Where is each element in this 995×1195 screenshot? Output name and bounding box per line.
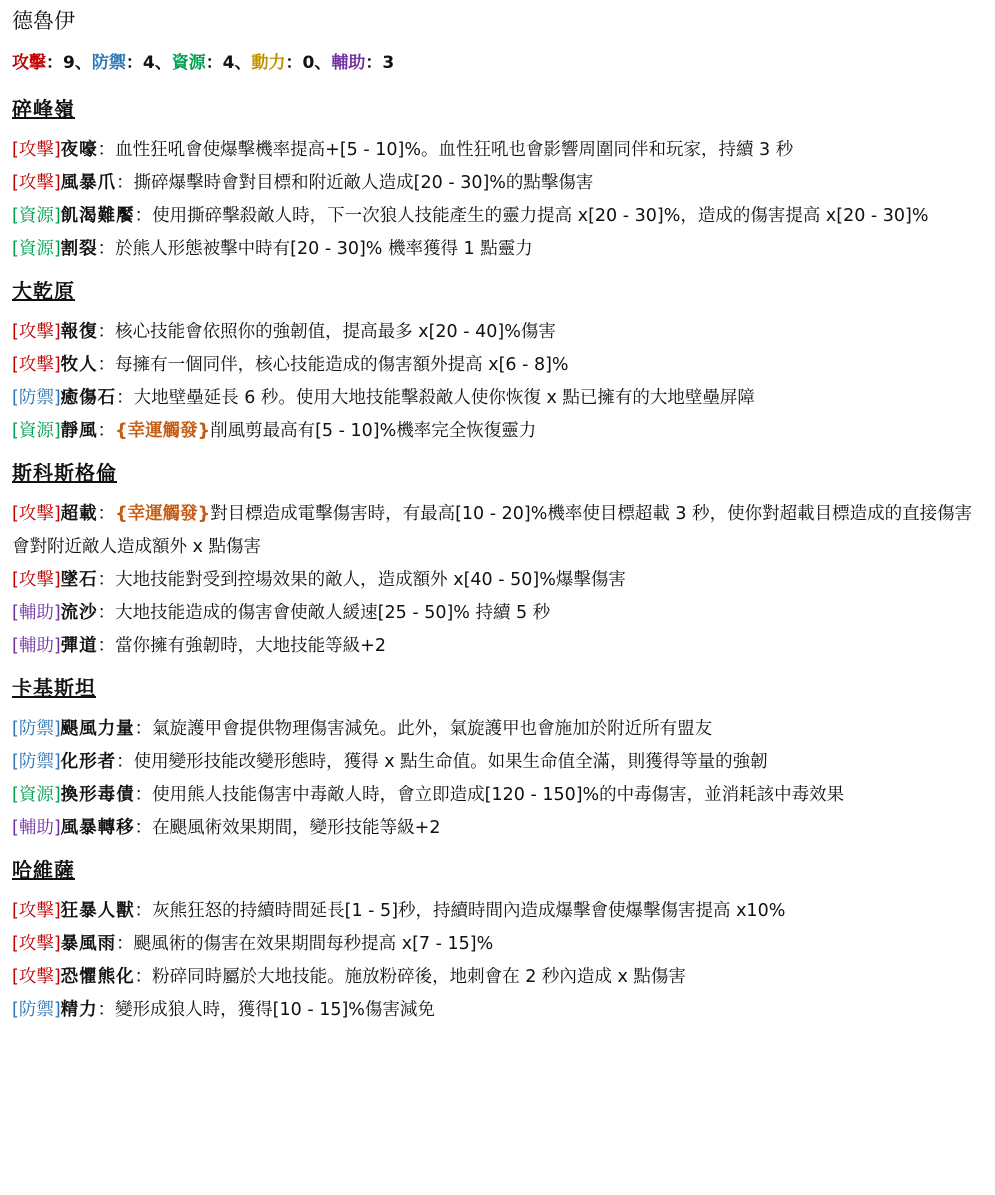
aspect-name: 飢渴難饜: [60, 206, 135, 226]
region-section: [12, 94, 983, 266]
aspect-description: ：大地技能對受到控場效果的敵人，造成額外 x[40 - 50]%爆擊傷害: [97, 570, 626, 590]
aspect-description: ：氣旋護甲會提供物理傷害減免。此外，氣旋護甲也會施加於附近所有盟友: [134, 719, 713, 739]
aspect-name: 牧人: [60, 355, 98, 375]
category-tag: [輔助]: [12, 818, 61, 838]
aspect-entry: [12, 779, 983, 812]
stat-label: 資源: [171, 53, 206, 73]
stat-separator: 、: [74, 53, 92, 73]
category-tag: [攻擊]: [12, 504, 61, 524]
stat-value: ：0: [285, 53, 315, 73]
region-section: [12, 458, 983, 663]
colon: ：: [97, 504, 116, 524]
aspect-entry: [12, 200, 983, 233]
lucky-hit-tag: {幸運觸發}: [115, 504, 211, 524]
aspect-description: ：當你擁有強韌時，大地技能等級+2: [97, 636, 386, 656]
category-tag: [攻擊]: [12, 322, 61, 342]
category-tag: [防禦]: [12, 752, 61, 772]
aspect-name: 化形者: [60, 752, 117, 772]
aspect-name: 暴風雨: [60, 934, 117, 954]
aspect-name: 癒傷石: [60, 388, 117, 408]
aspect-entry: [12, 597, 983, 630]
aspect-description: ：每擁有一個同伴，核心技能造成的傷害額外提高 x[6 - 8]%: [97, 355, 569, 375]
stat-separator: 、: [234, 53, 252, 73]
region-section: [12, 276, 983, 448]
aspect-description: ：變形成狼人時，獲得[10 - 15]%傷害減免: [97, 1000, 435, 1020]
category-tag: [攻擊]: [12, 901, 61, 921]
stat-value: ：3: [365, 53, 395, 73]
region-section: [12, 673, 983, 845]
aspect-description: ：灰熊狂怒的持續時間延長[1 - 5]秒，持續時間內造成爆擊會使爆擊傷害提高 x10%: [134, 901, 786, 921]
section-heading: 碎峰嶺: [12, 97, 75, 121]
aspect-entry: [12, 233, 983, 266]
aspect-entry: [12, 961, 983, 994]
aspect-entry: [12, 167, 983, 200]
category-tag: [攻擊]: [12, 140, 61, 160]
category-tag: [資源]: [12, 239, 61, 259]
aspect-name: 恐懼熊化: [60, 967, 135, 987]
aspect-entry: [12, 415, 983, 448]
aspect-sections: [12, 94, 983, 1027]
category-tag: [輔助]: [12, 603, 61, 623]
category-tag: [防禦]: [12, 388, 61, 408]
aspect-entry: [12, 928, 983, 961]
stat-label: 動力: [251, 53, 286, 73]
aspect-name: 狂暴人獸: [60, 901, 135, 921]
aspect-description: 對目標造成電擊傷害時，有最高[10 - 20]%機率使目標超載 3 秒，使你對超載目標造成的直接傷害會對附近敵人造成額外 x 點傷害: [12, 504, 973, 557]
stat-separator: 、: [314, 53, 332, 73]
aspect-description: 削風剪最高有[5 - 10]%機率完全恢復靈力: [210, 421, 537, 441]
section-heading: 哈維薩: [12, 858, 75, 882]
aspect-description: ：粉碎同時屬於大地技能。施放粉碎後，地刺會在 2 秒內造成 x 點傷害: [134, 967, 686, 987]
stat-value: ：4: [125, 53, 155, 73]
stat-label: 攻擊: [12, 53, 46, 73]
section-heading: 卡基斯坦: [12, 676, 96, 700]
aspect-name: 夜嚎: [60, 140, 98, 160]
aspect-description: ：颶風術的傷害在效果期間每秒提高 x[7 - 15]%: [116, 934, 494, 954]
aspect-entry: [12, 498, 983, 564]
stat-summary: [12, 50, 983, 76]
aspect-entry: [12, 316, 983, 349]
category-tag: [攻擊]: [12, 355, 61, 375]
aspect-description: ：大地技能造成的傷害會使敵人緩速[25 - 50]% 持續 5 秒: [97, 603, 551, 623]
stat-label: 防禦: [91, 53, 126, 73]
aspect-name: 彈道: [60, 636, 98, 656]
category-tag: [攻擊]: [12, 967, 61, 987]
page-title: 德魯伊: [12, 9, 75, 33]
aspect-name: 靜風: [60, 421, 98, 441]
aspect-entry: [12, 746, 983, 779]
aspect-entry: [12, 895, 983, 928]
stat-value: ：4: [205, 53, 235, 73]
aspect-name: 超載: [60, 504, 98, 524]
category-tag: [資源]: [12, 785, 61, 805]
category-tag: [攻擊]: [12, 173, 61, 193]
aspect-entry: [12, 349, 983, 382]
category-tag: [輔助]: [12, 636, 61, 656]
aspect-description: ：於熊人形態被擊中時有[20 - 30]% 機率獲得 1 點靈力: [97, 239, 533, 259]
aspect-description: ：血性狂吼會使爆擊機率提高+[5 - 10]%。血性狂吼也會影響周圍同伴和玩家，持續 3 秒: [97, 140, 794, 160]
aspect-name: 換形毒債: [60, 785, 135, 805]
stat-value: ：9: [46, 53, 75, 73]
aspect-entry: [12, 382, 983, 415]
aspect-description: ：大地壁壘延長 6 秒。使用大地技能擊殺敵人使你恢復 x 點已擁有的大地壁壘屏障: [116, 388, 755, 408]
aspect-name: 風暴爪: [60, 173, 117, 193]
aspect-entry: [12, 812, 983, 845]
aspect-name: 墜石: [60, 570, 98, 590]
category-tag: [資源]: [12, 206, 61, 226]
aspect-description: ：使用熊人技能傷害中毒敵人時，會立即造成[120 - 150]%的中毒傷害，並消耗該中毒效果: [134, 785, 845, 805]
aspect-description: ：在颶風術效果期間，變形技能等級+2: [134, 818, 441, 838]
category-tag: [攻擊]: [12, 570, 61, 590]
aspect-entry: [12, 564, 983, 597]
aspect-entry: [12, 630, 983, 663]
stat-separator: 、: [154, 53, 172, 73]
category-tag: [防禦]: [12, 719, 61, 739]
region-section: [12, 855, 983, 1027]
category-tag: [攻擊]: [12, 934, 61, 954]
stat-label: 輔助: [331, 53, 366, 73]
aspect-name: 流沙: [60, 603, 98, 623]
aspect-description: ：使用撕碎擊殺敵人時，下一次狼人技能產生的靈力提高 x[20 - 30]%，造成的傷害提高 x[20 - 30]%: [134, 206, 929, 226]
aspect-description: ：核心技能會依照你的強韌值，提高最多 x[20 - 40]%傷害: [97, 322, 556, 342]
section-heading: 大乾原: [12, 279, 75, 303]
section-heading: 斯科斯格倫: [12, 461, 117, 485]
colon: ：: [97, 421, 116, 441]
aspect-name: 報復: [60, 322, 98, 342]
lucky-hit-tag: {幸運觸發}: [115, 421, 211, 441]
aspect-name: 風暴轉移: [60, 818, 135, 838]
aspect-entry: [12, 713, 983, 746]
category-tag: [資源]: [12, 421, 61, 441]
aspect-description: ：使用變形技能改變形態時，獲得 x 點生命值。如果生命值全滿，則獲得等量的強韌: [116, 752, 768, 772]
aspect-description: ：撕碎爆擊時會對目標和附近敵人造成[20 - 30]%的點擊傷害: [116, 173, 594, 193]
aspect-name: 精力: [60, 1000, 98, 1020]
aspect-name: 颶風力量: [60, 719, 135, 739]
category-tag: [防禦]: [12, 1000, 61, 1020]
aspect-entry: [12, 134, 983, 167]
aspect-entry: [12, 994, 983, 1027]
aspect-name: 割裂: [60, 239, 98, 259]
